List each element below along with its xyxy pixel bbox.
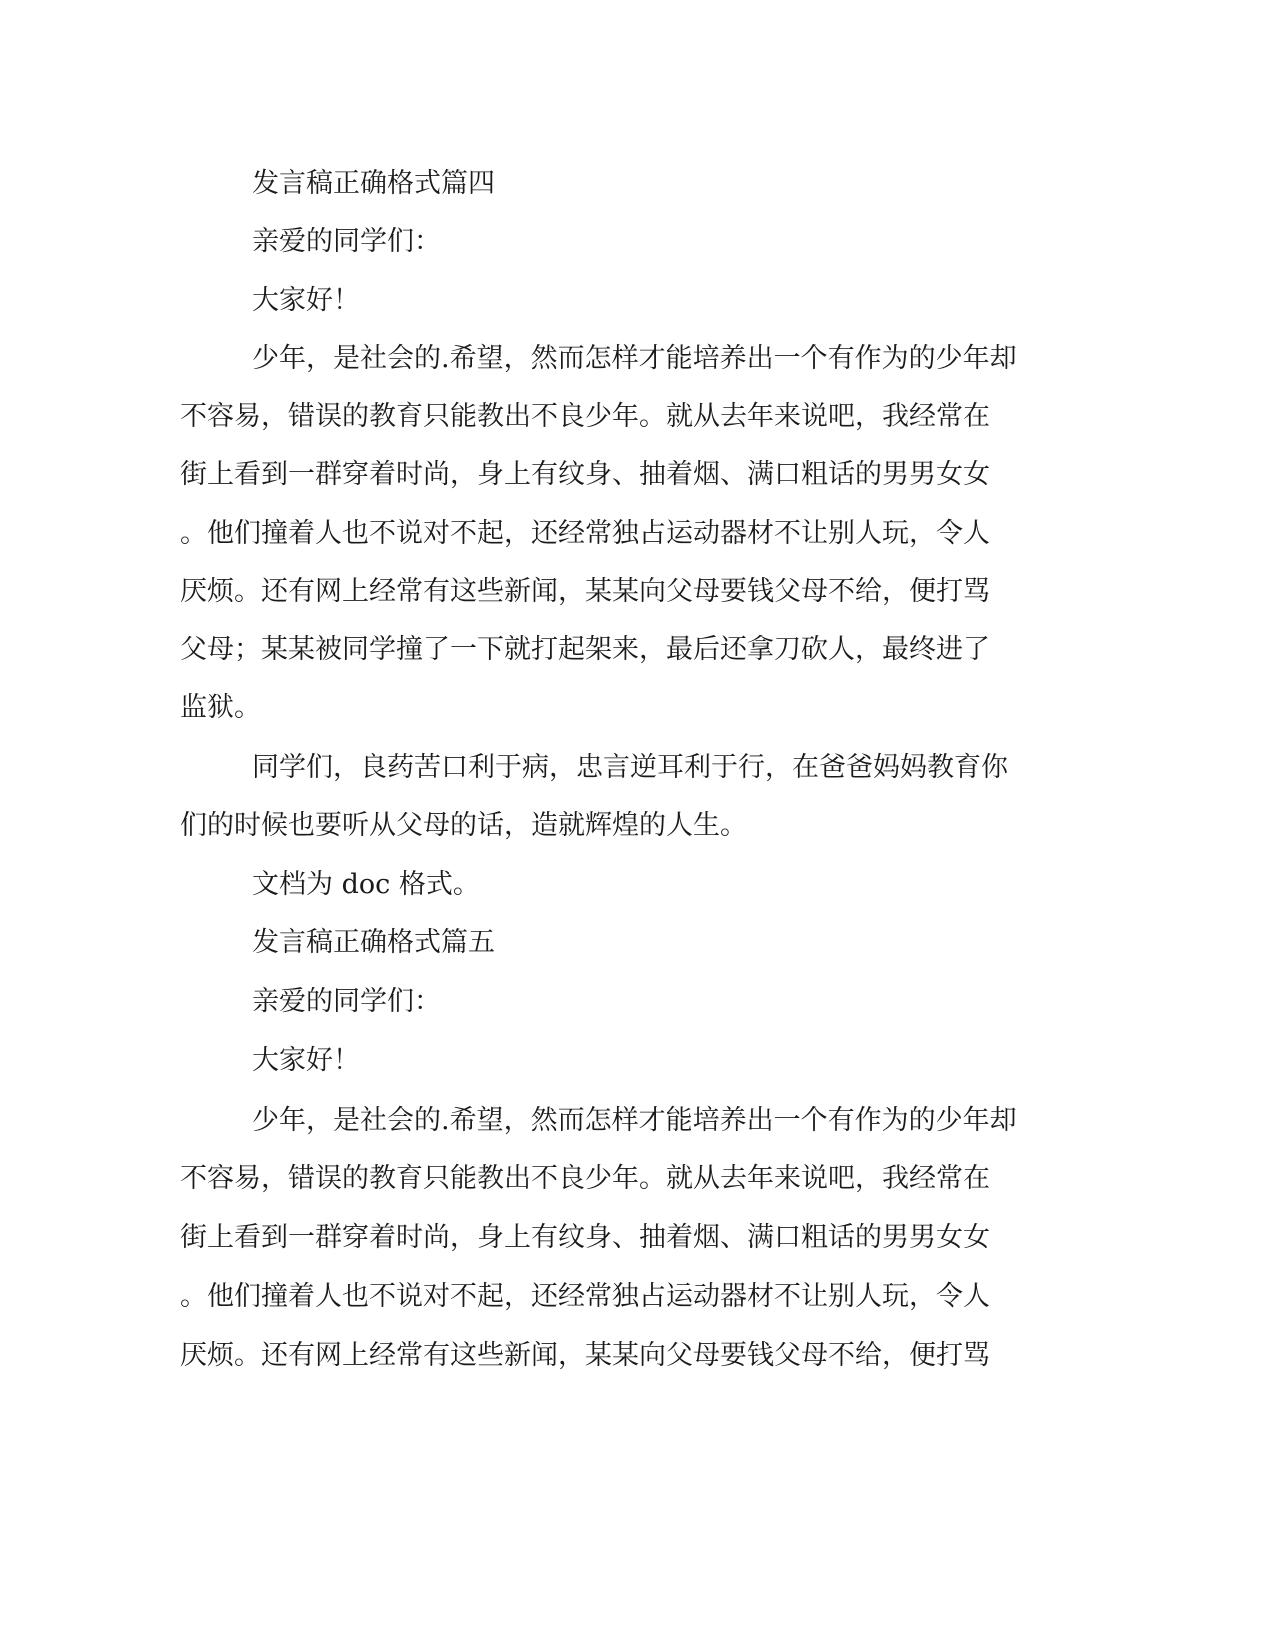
paragraph-line: 同学们，良药苦口利于病，忠言逆耳利于行，在爸爸妈妈教育你 — [252, 752, 1008, 783]
salutation: 亲爱的同学们： — [252, 986, 441, 1017]
salutation: 亲爱的同学们： — [252, 226, 441, 257]
paragraph-line: 少年，是社会的.希望，然而怎样才能培养出一个有作为的少年却 — [252, 343, 1017, 374]
paragraph-line: 厌烦。还有网上经常有这些新闻，某某向父母要钱父母不给，便打骂 — [180, 1340, 990, 1371]
paragraph-line: 监狱。 — [180, 692, 261, 723]
paragraph-line: 父母；某某被同学撞了一下就打起架来，最后还拿刀砍人，最终进了 — [180, 634, 990, 665]
section-heading: 发言稿正确格式篇五 — [252, 927, 495, 958]
paragraph-line: 厌烦。还有网上经常有这些新闻，某某向父母要钱父母不给，便打骂 — [180, 576, 990, 607]
paragraph-line: 。他们撞着人也不说对不起，还经常独占运动器材不让别人玩，令人 — [180, 518, 990, 549]
paragraph-line: 街上看到一群穿着时尚，身上有纹身、抽着烟、满口粗话的男男女女 — [180, 459, 990, 490]
greeting: 大家好！ — [252, 1045, 360, 1076]
paragraph-line: 不容易，错误的教育只能教出不良少年。就从去年来说吧，我经常在 — [180, 1163, 990, 1194]
paragraph-line: 们的时候也要听从父母的话，造就辉煌的人生。 — [180, 810, 747, 841]
paragraph-line: 。他们撞着人也不说对不起，还经常独占运动器材不让别人玩，令人 — [180, 1281, 990, 1312]
paragraph-line: 街上看到一群穿着时尚，身上有纹身、抽着烟、满口粗话的男男女女 — [180, 1222, 990, 1253]
greeting: 大家好！ — [252, 285, 360, 316]
paragraph-line: 不容易，错误的教育只能教出不良少年。就从去年来说吧，我经常在 — [180, 401, 990, 432]
section-heading: 发言稿正确格式篇四 — [252, 168, 495, 199]
format-note: 文档为 doc 格式。 — [252, 869, 480, 900]
paragraph-line: 少年，是社会的.希望，然而怎样才能培养出一个有作为的少年却 — [252, 1105, 1017, 1136]
